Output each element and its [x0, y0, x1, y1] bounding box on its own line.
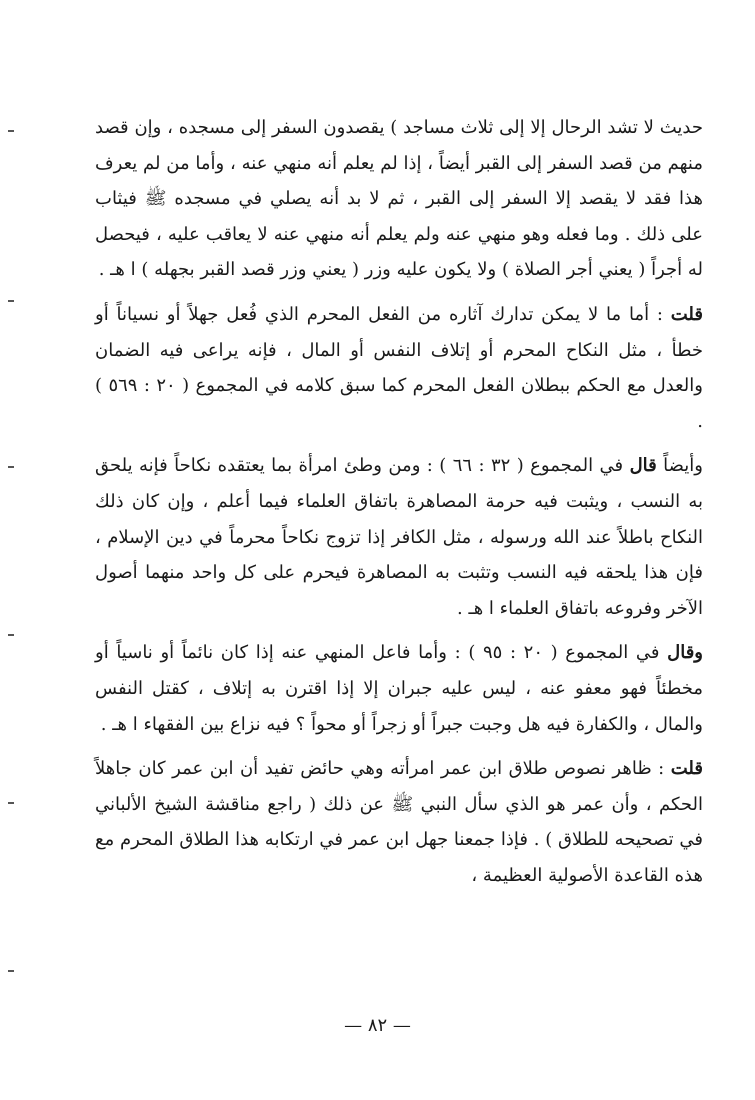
paragraph-qultu-1	[95, 297, 703, 439]
paragraph-hadith-continuation	[95, 110, 703, 288]
paragraph-label-prefix: وأيضاً	[656, 455, 703, 477]
page-body	[95, 110, 703, 893]
page-number: — ٨٢ —	[344, 1015, 411, 1036]
margin-mark	[8, 130, 14, 132]
paragraph-waqala-majmu-20	[95, 635, 703, 742]
paragraph-label: وقال	[667, 642, 703, 664]
paragraph-label: قلت	[670, 758, 703, 780]
paragraph-qultu-2	[95, 751, 703, 893]
paragraph-qala-majmu-32	[95, 448, 703, 626]
paragraph-label: قال	[629, 455, 657, 477]
paragraph-text: حديث لا تشد الرحال إلا إلى ثلاث مساجد ) يقصدون السفر إلى مسجده ، وإن قصد منهم من قصد السفر إلى القبر أيضاً ، إذا لم يعلم أنه منهي عنه ، وأما من لم يعرف هذا فقد لا يقصد إلا السفر إلى القبر ، ثم لا بد أنه يصلي في مسجده ﷺ فيثاب على ذلك . وما فعله وهو منهي عنه ولم يعلم أنه منهي عنه لا يعاقب عليه ، فيحصل له أجراً ( يعني أجر الصلاة ) ولا يكون عليه وزر ( يعني وزر قصد القبر بجهله ) ا هـ .	[95, 117, 703, 281]
paragraph-text: : أما ما لا يمكن تدارك آثاره من الفعل المحرم الذي فُعل جهلاً أو نسياناً أو خطأ ، مثل النكاح المحرم أو إتلاف النفس أو المال ، فإنه يراعى فيه الضمان والعدل مع الحكم ببطلان الفعل المحرم كما سبق كلامه في المجموع ( ٢٠ : ٥٦٩ ) .	[95, 303, 703, 432]
paragraph-text: : ظاهر نصوص طلاق ابن عمر امرأته وهي حائض تفيد أن ابن عمر كان جاهلاً الحكم ، وأن عمر هو الذي سأل النبي ﷺ عن ذلك ( راجع مناقشة الشيخ الألباني في تصحيحه للطلاق ) . فإذا جمعنا جهل ابن عمر في ارتكابه هذا الطلاق المحرم مع هذه القاعدة الأصولية العظيمة ،	[95, 758, 703, 886]
margin-mark	[8, 300, 14, 302]
margin-mark	[8, 466, 14, 468]
paragraph-text: في المجموع ( ٢٠ : ٩٥ ) : وأما فاعل المنهي عنه إذا كان نائماً أو ناسياً أو مخطئاً فهو معفو عنه ، ليس عليه جبران إلا إذا اقترن به إتلاف ، كقتل النفس والمال ، والكفارة فيه هل وجبت جبراً أو زجراً أو محواً ؟ فيه نزاع بين الفقهاء ا هـ .	[95, 642, 703, 735]
margin-mark	[8, 970, 14, 972]
paragraph-text: في المجموع ( ٣٢ : ٦٦ ) : ومن وطئ امرأة بما يعتقده نكاحاً فإنه يلحق به النسب ، ويثبت فيه حرمة المصاهرة باتفاق العلماء فيما أعلم ، وإن كان ذلك النكاح باطلاً عند الله ورسوله ، مثل الكافر إذا تزوج نكاحاً محرماً في دين الإسلام ، فإن هذا يلحقه فيه النسب وتثبت به المصاهرة فيحرم على كل واحد منهما أصول الآخر وفروعه باتفاق العلماء ا هـ .	[95, 455, 703, 619]
margin-mark	[8, 802, 14, 804]
margin-mark	[8, 634, 14, 636]
paragraph-label: قلت	[670, 303, 703, 325]
